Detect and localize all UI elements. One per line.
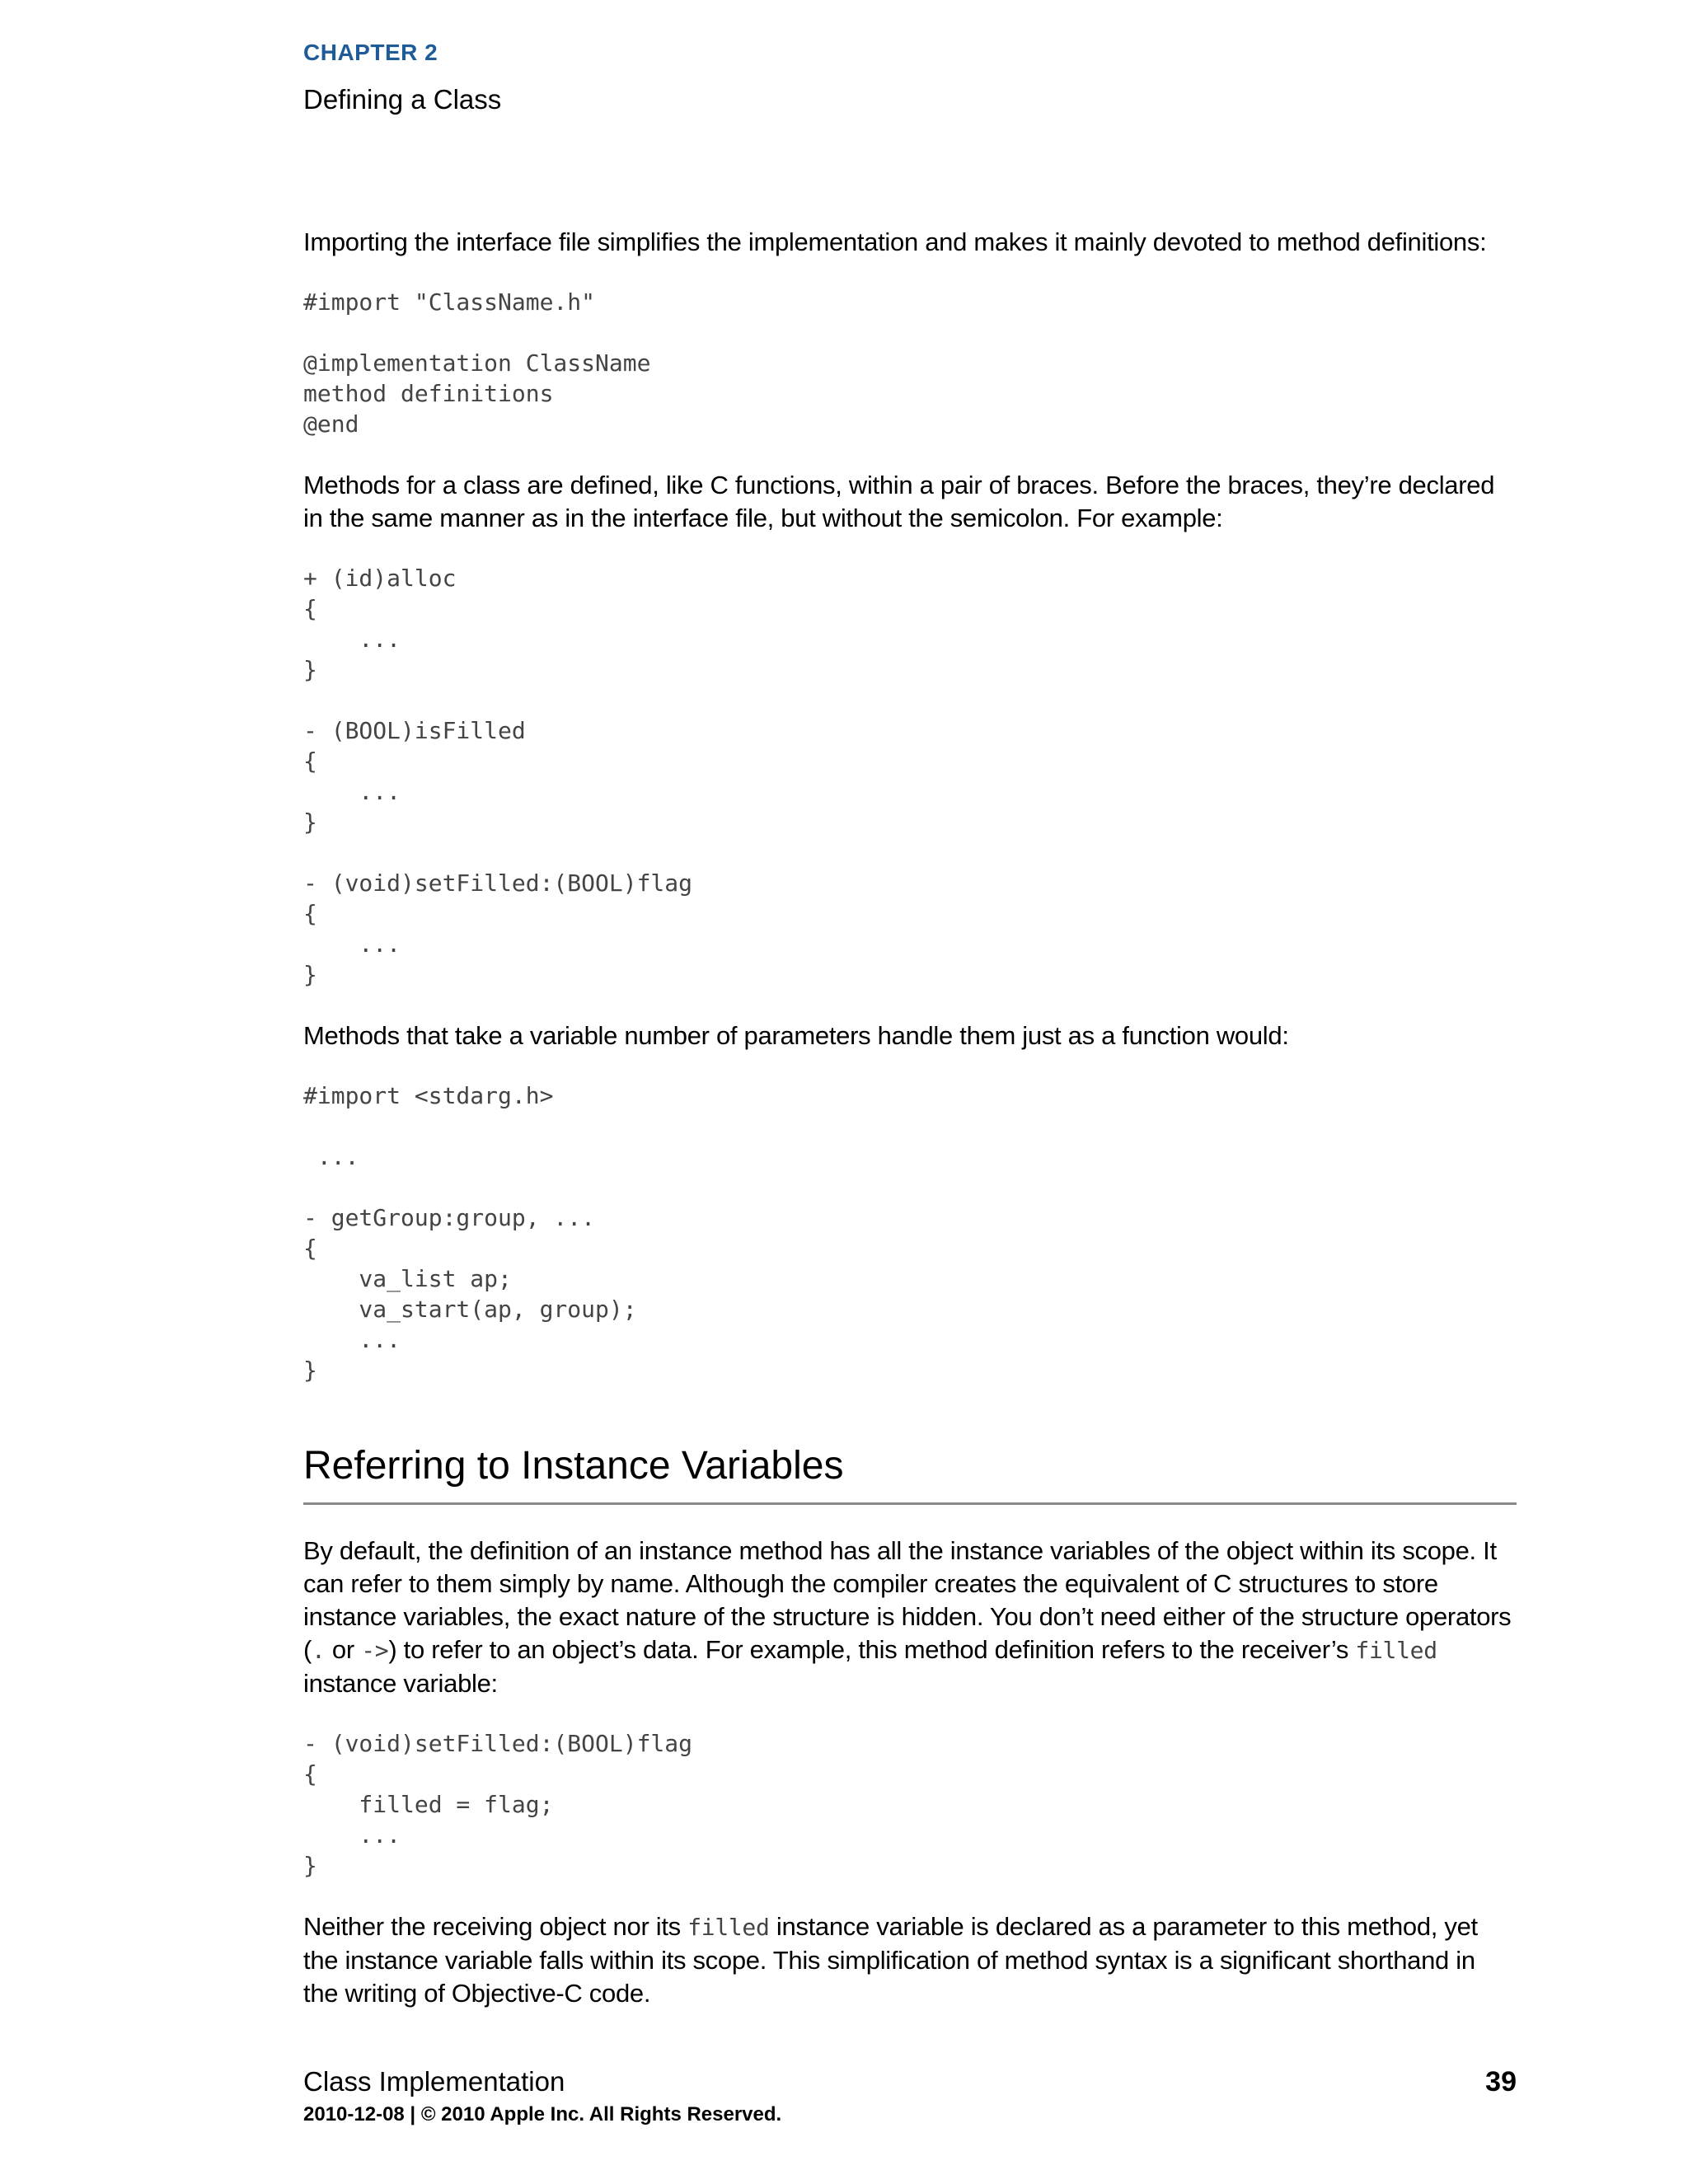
page-number: 39 [1485, 2066, 1517, 2097]
code-block-stdarg: #import <stdarg.h> ... - getGroup:group, ... { va_list ap; va_start(ap, group); ... } [303, 1082, 637, 1384]
paragraph-methods-braces: Methods for a class are defined, like C functions, within a pair of braces. Before the braces, they’re declared in the same manner as in the interface file, but without the semicolon. For example: [303, 471, 1495, 532]
paragraph-text: Neither the receiving object nor its [303, 1912, 688, 1941]
paragraph-instance-variables [303, 1535, 1517, 1700]
paragraph-text: or [325, 1635, 362, 1664]
page-footer [303, 2065, 1517, 2126]
inline-code-arrow-operator: -> [361, 1637, 389, 1664]
inline-code-filled: filled [687, 1914, 770, 1941]
inline-code-filled: filled [1355, 1637, 1437, 1664]
paragraph-text: ) to refer to an object’s data. For example, this method definition refers to the receiver’s [388, 1635, 1356, 1664]
paragraph-text: instance variable is declared as a parameter to this method, yet the instance variable falls within its scope. This simplification of method syntax is a significant shorthand in the writing of Objective-C code. [303, 1912, 1478, 2008]
paragraph-text: By default, the definition of an instance method has all the instance variables of the object within its scope. It can refer to them simply by name. Although the compiler creates the equivalent of C structures to store instance variables, the exact nature of the structure is hidden. You don’t need either of the structure operators ( [303, 1536, 1512, 1664]
code-block-method-definitions: + (id)alloc { ... } - (BOOL)isFilled { ... } - (void)setFilled:(BOOL)flag { ... } [303, 565, 693, 988]
chapter-title: Defining a Class [303, 84, 502, 115]
code-block-set-filled: - (void)setFilled:(BOOL)flag { filled = flag; ... } [303, 1730, 693, 1879]
page-content [303, 226, 1517, 2038]
inline-code-dot-operator: . [312, 1637, 326, 1664]
chapter-label: CHAPTER 2 [303, 40, 438, 65]
paragraph-scope-shorthand [303, 1910, 1517, 2010]
footer-section-name: Class Implementation [303, 2066, 565, 2097]
paragraph-import-intro: Importing the interface file simplifies the implementation and makes it mainly devoted to method definitions: [303, 227, 1487, 256]
document-page [303, 0, 1517, 2184]
code-block-implementation: #import "ClassName.h" @implementation ClassName method definitions @end [303, 288, 651, 438]
section-heading: Referring to Instance Variables [303, 1443, 1517, 1505]
paragraph-variable-params: Methods that take a variable number of parameters handle them just as a function would: [303, 1021, 1289, 1050]
footer-copyright: 2010-12-08 | © 2010 Apple Inc. All Rights Reserved. [303, 2103, 782, 2125]
paragraph-text: instance variable: [303, 1669, 498, 1698]
